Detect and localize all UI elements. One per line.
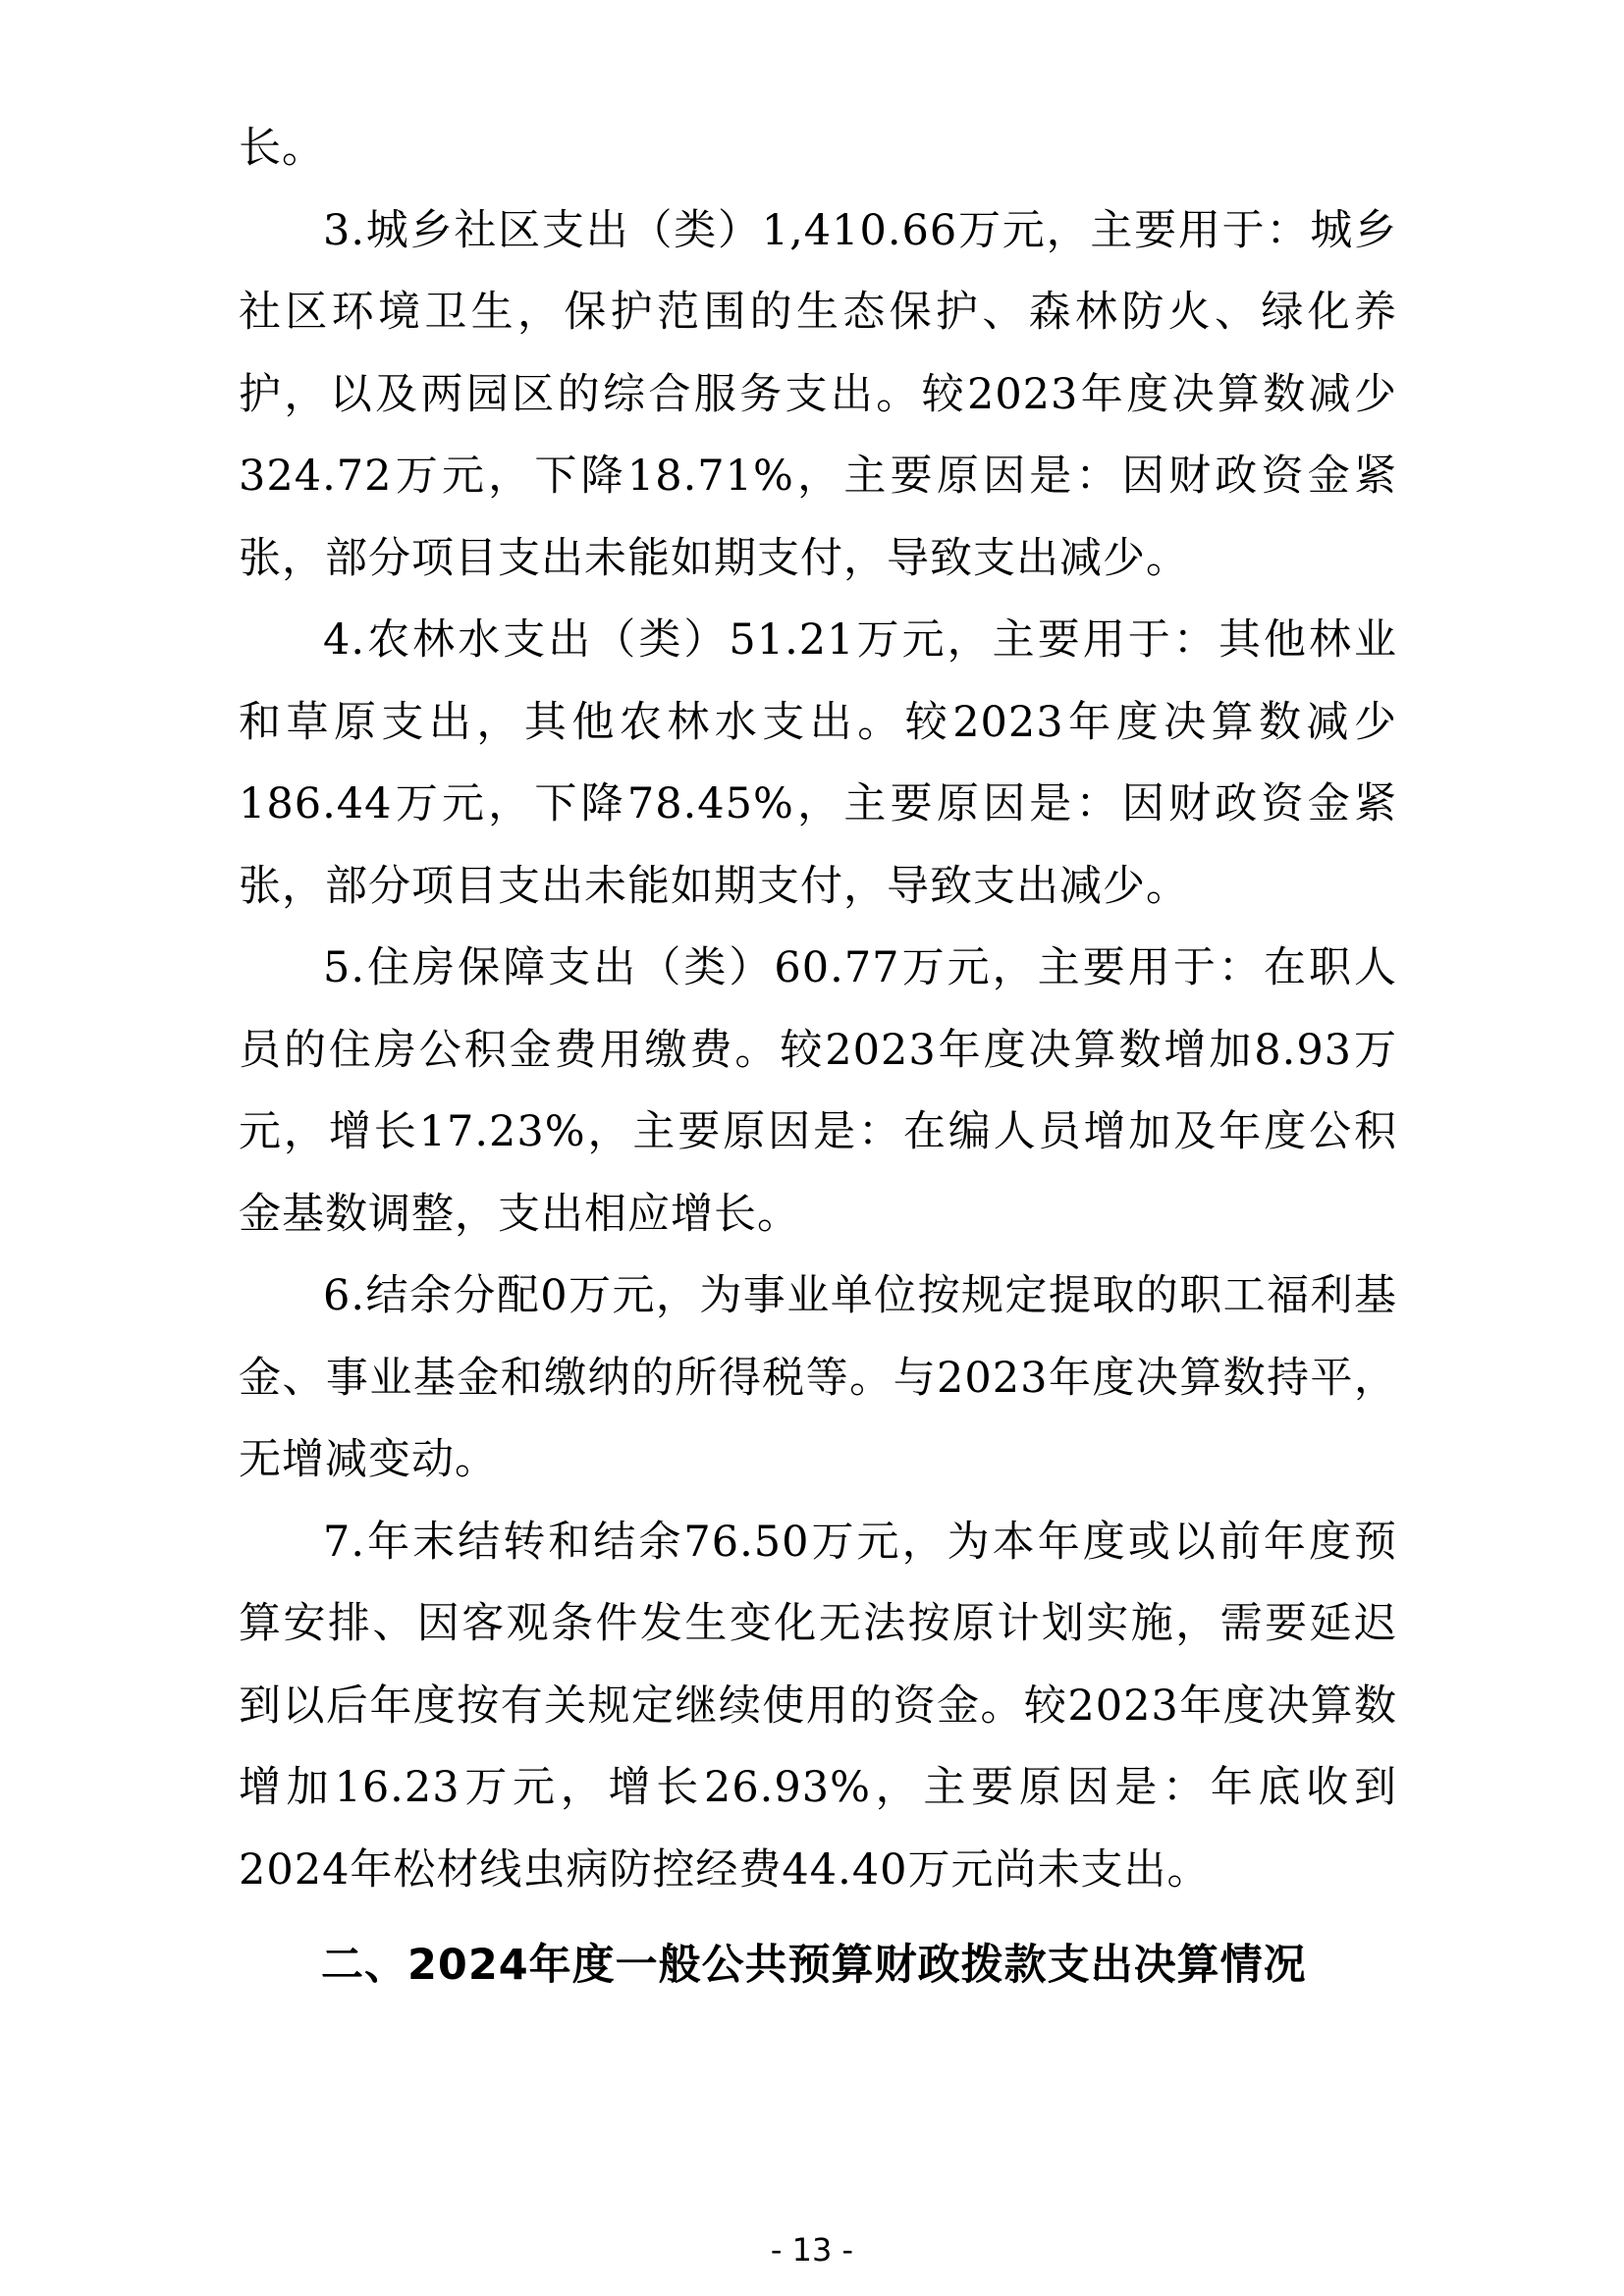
paragraph-surplus-distribution: 6.结余分配0万元，为事业单位按规定提取的职工福利基金、事业基金和缴纳的所得税等。与2023年度决算数持平，无增减变动。 (239, 1271, 1397, 1484)
paragraph-continuation: 长。 (239, 124, 325, 173)
page-number: - 13 - (770, 2231, 854, 2269)
paragraph-urban-rural-community: 3.城乡社区支出（类）1,410.66万元，主要用于：城乡社区环境卫生，保护范围的生态保护、森林防火、绿化养护，以及两园区的综合服务支出。较2023年度决算数减少324.72万元，下降18.71%，主要原因是：因财政资金紧张，部分项目支出未能如期支付，导致支出减少。 (239, 205, 1397, 583)
paragraph-housing-security: 5.住房保障支出（类）60.77万元，主要用于：在职人员的住房公积金费用缴费。较2023年度决算数增加8.93万元，增长17.23%，主要原因是：在编人员增加及年度公积金基数调整，支出相应增长。 (239, 943, 1397, 1239)
body-text (239, 108, 1397, 1911)
paragraph-agriculture-forestry-water: 4.农林水支出（类）51.21万元，主要用于：其他林业和草原支出，其他农林水支出。较2023年度决算数减少186.44万元，下降78.45%，主要原因是：因财政资金紧张，部分项目支出未能如期支付，导致支出减少。 (239, 615, 1397, 911)
paragraph-year-end-carryover: 7.年末结转和结余76.50万元，为本年度或以前年度预算安排、因客观条件发生变化无法按原计划实施，需要延迟到以后年度按有关规定继续使用的资金。较2023年度决算数增加16.23万元，增长26.93%，主要原因是：年底收到2024年松材线虫病防控经费44.40万元尚未支出。 (239, 1517, 1397, 1895)
section-heading: 二、2024年度一般公共预算财政拨款支出决算情况 (321, 1941, 1307, 1990)
